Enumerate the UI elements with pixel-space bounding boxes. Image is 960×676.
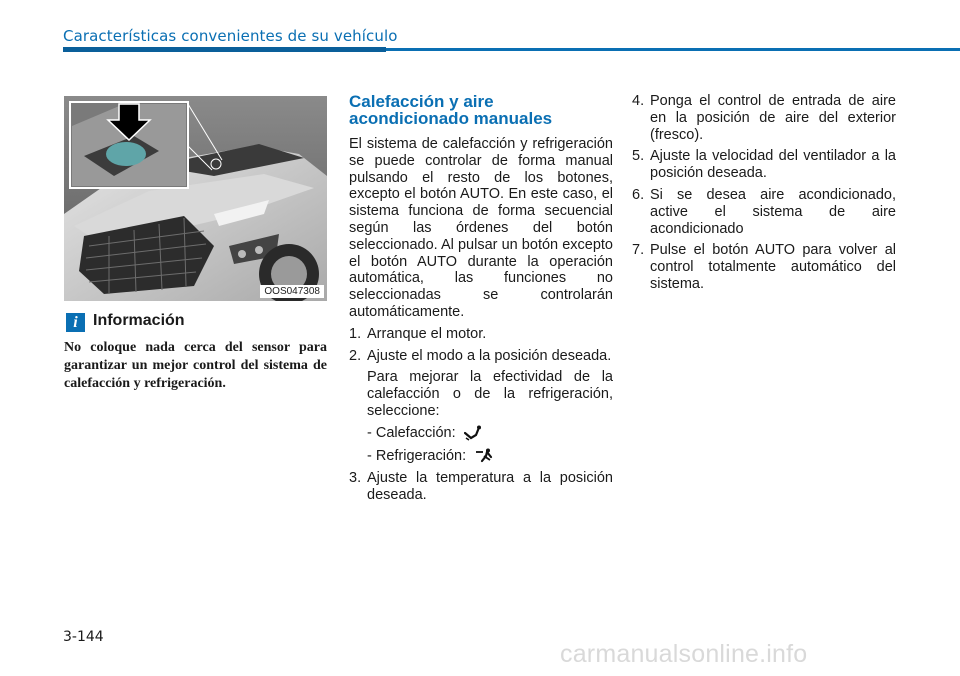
intro-paragraph: El sistema de calefacción y refrigeración se puede controlar de forma manual pulsando el resto de los botones, excepto el botón AUTO. En este caso, el sistema funciona de forma secuencial según las órdenes del botón seleccionado. Al pulsar un botón excepto el botón AUTO durante la operación automática, las funciones no seleccionadas se controlarán automáticamente. <box>349 136 613 320</box>
step-1: 1. Arranque el motor. <box>349 325 487 342</box>
step-3: 3. Ajuste la temperatura a la posición deseada. <box>349 470 613 504</box>
watermark: carmanualsonline.info <box>560 640 808 668</box>
step-7: 7. Pulse el botón AUTO para volver al control totalmente automático del sistema. <box>632 242 896 292</box>
cooling-option: - Refrigeración: <box>349 448 613 465</box>
page-number: 3-144 <box>63 629 104 645</box>
section-header-title: Características convenientes de su vehículo <box>63 27 398 45</box>
info-title: Información <box>93 312 185 329</box>
main-column <box>349 93 613 509</box>
step-2-note: Para mejorar la efectividad de la calefacción o de la refrigeración, seleccione: <box>367 369 613 419</box>
step-6: 6. Si se desea aire acondicionado, active el sistema de aire acondicionado <box>632 186 896 237</box>
step-2: 2. Ajuste el modo a la posición deseada. <box>349 347 612 364</box>
step-5: 5. Ajuste la velocidad del ventilador a la posición deseada. <box>632 148 896 182</box>
info-icon: i <box>66 313 85 332</box>
car-front-image <box>64 96 327 301</box>
header-rule-accent <box>63 47 386 52</box>
info-text: No coloque nada cerca del sensor para garantizar un mejor control del sistema de calefacción y refrigeración. <box>64 340 327 391</box>
step-4: 4. Ponga el control de entrada de aire en la posición de aire del exterior (fresco). <box>632 93 896 143</box>
heating-option: - Calefacción: <box>349 425 613 442</box>
section-title: Calefacción y aire acondicionado manuales <box>349 92 553 128</box>
face-vent-icon <box>474 448 494 464</box>
figure-code: OOS047308 <box>260 285 324 298</box>
car-sensor-illustration <box>64 96 327 301</box>
right-column <box>632 93 896 298</box>
floor-vent-icon <box>464 425 484 441</box>
